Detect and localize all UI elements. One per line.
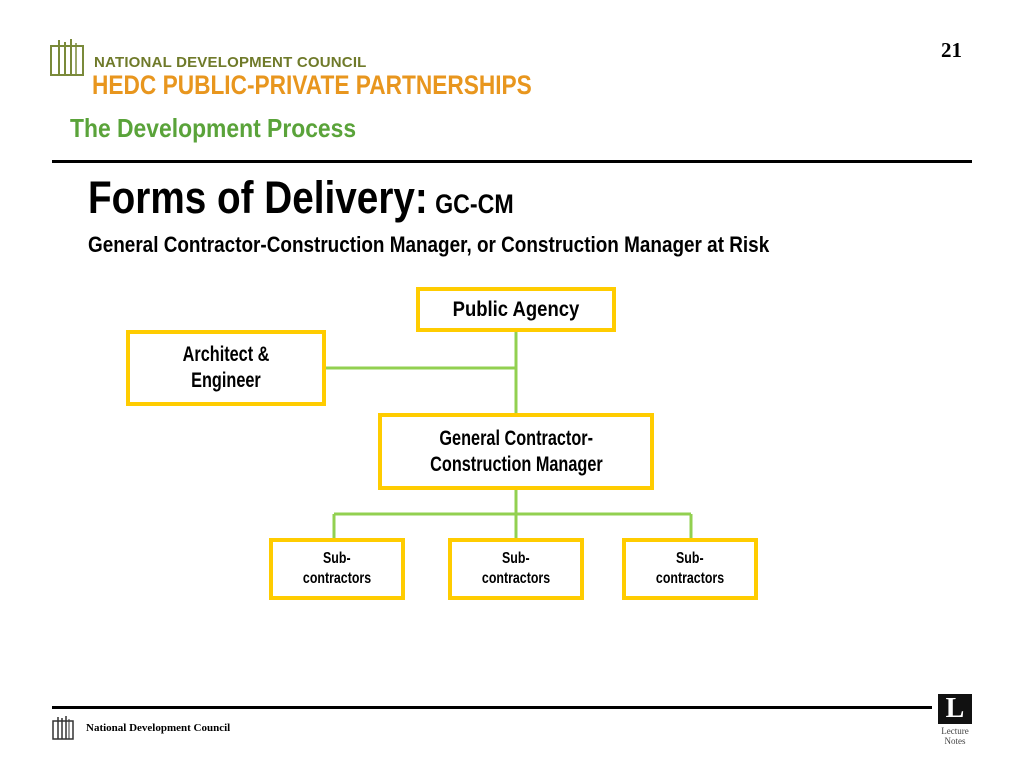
node-subcontractors-3-line-1: Sub-: [676, 550, 704, 568]
slide-subtitle: General Contractor-Construction Manager, or Construction Manager at Risk: [88, 232, 770, 257]
node-subcontractors-2-line-2: contractors: [481, 570, 551, 587]
node-subcontractors-2: [448, 538, 584, 600]
node-subcontractors-2-label: [477, 549, 554, 588]
node-subcontractors-3-label: [651, 549, 728, 588]
node-subcontractors-1: [269, 538, 405, 600]
slide-title-main: Forms of Delivery:: [88, 172, 428, 223]
node-subcontractors-1-line-2: contractors: [302, 570, 372, 587]
node-subcontractors-1-label: [298, 549, 375, 588]
node-architect-engineer-label: [177, 342, 276, 393]
node-gc-cm-line-1: General Contractor-: [439, 426, 593, 450]
footer-org-name: National Development Council: [86, 722, 231, 734]
slide-title-suffix: GC-CM: [435, 189, 514, 219]
node-architect-engineer-line-2: Engineer: [191, 369, 261, 392]
node-subcontractors-2-line-1: Sub-: [502, 550, 530, 568]
lecture-notes-caption: [930, 726, 980, 746]
org-name: NATIONAL DEVELOPMENT COUNCIL: [94, 54, 367, 71]
lecture-notes-caption-line-2: Notes: [944, 736, 966, 746]
section-title: The Development Process: [70, 113, 357, 143]
node-subcontractors-3-line-2: contractors: [655, 570, 725, 587]
node-subcontractors-3: [622, 538, 758, 600]
program-name: HEDC PUBLIC-PRIVATE PARTNERSHIPS: [92, 70, 532, 100]
node-public-agency: [416, 287, 616, 332]
node-subcontractors-1-line-1: Sub-: [323, 550, 351, 568]
node-gc-cm-label: [418, 426, 614, 477]
node-architect-engineer-line-1: Architect &: [182, 343, 270, 367]
lecture-notes-caption-line-1: Lecture: [941, 726, 969, 736]
node-public-agency-label: Public Agency: [452, 297, 580, 321]
ndc-footer-logo-icon: [52, 716, 74, 740]
lecture-notes-badge-icon: L: [938, 694, 972, 724]
node-gc-cm-line-2: Construction Manager: [429, 452, 603, 476]
node-architect-engineer: [126, 330, 326, 406]
node-gc-cm: [378, 413, 654, 490]
footer-divider: [52, 706, 932, 709]
page-number: 21: [941, 38, 962, 62]
